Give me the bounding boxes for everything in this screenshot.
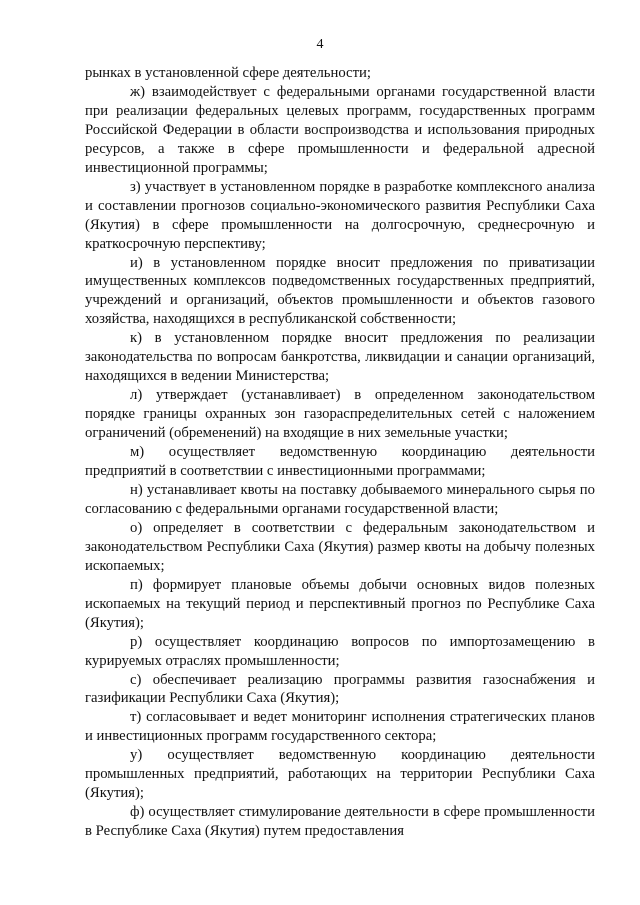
paragraph-item-o: о) определяет в соответствии с федеральным законодательством и законодательством Республики Саха (Якутия) размер квоты на добычу полезных ископаемых; [85, 519, 595, 574]
document-body [85, 64, 595, 841]
paragraph-item-f: ф) осуществляет стимулирование деятельности в сфере промышленности в Республике Саха (Якутия) путем предоставления [85, 804, 595, 840]
paragraph-item-t: т) согласовывает и ведет мониторинг исполнения стратегических планов и инвестиционных программ государственного сектора; [85, 709, 595, 745]
paragraph-item-l: л) утверждает (устанавливает) в определенном законодательством порядке границы охранных зон газораспределительных сетей с наложением ограничений (обременений) на входящие в них земельные участки; [85, 387, 595, 442]
paragraph-item-s: с) обеспечивает реализацию программы развития газоснабжения и газификации Республики Саха (Якутия); [85, 671, 595, 707]
paragraph-item-r: р) осуществляет координацию вопросов по импортозамещению в курируемых отраслях промышленности; [85, 633, 595, 669]
paragraph-item-u: у) осуществляет ведомственную координацию деятельности промышленных предприятий, работающих на территории Республики Саха (Якутия); [85, 747, 595, 802]
paragraph-item-i: и) в установленном порядке вносит предложения по приватизации имущественных комплексов подведомственных государственных предприятий, учреждений и организаций, объектов промышленности и объектов газового хозяйства, находящихся в республиканской собственности; [85, 254, 595, 328]
paragraph-item-z: з) участвует в установленном порядке в разработке комплексного анализа и составлении прогнозов социально-экономического развития Республики Саха (Якутия) в сфере промышленности на долгосрочную, среднесрочную и краткосрочную перспективу; [85, 178, 595, 252]
paragraph-item-n: н) устанавливает квоты на поставку добываемого минерального сырья по согласованию с федеральными органами государственной власти; [85, 481, 595, 517]
page-number: 4 [316, 37, 324, 52]
paragraph-continuation: рынках в установленной сфере деятельности; [85, 65, 371, 81]
paragraph-item-m: м) осуществляет ведомственную координацию деятельности предприятий в соответствии с инвестиционными программами; [85, 444, 595, 480]
paragraph-item-k: к) в установленном порядке вносит предложения по реализации законодательства по вопросам банкротства, ликвидации и санации организаций, находящихся в ведении Министерства; [85, 330, 595, 385]
paragraph-item-zh: ж) взаимодействует с федеральными органами государственной власти при реализации федеральных целевых программ, государственных программ Российской Федерации в области воспроизводства и использования природных ресурсов, а также в сфере промышленности и федеральной адресной инвестиционной программы; [85, 83, 595, 176]
paragraph-item-p: п) формирует плановые объемы добычи основных видов полезных ископаемых на текущий период и перспективный прогноз по Республике Саха (Якутия); [85, 576, 595, 631]
